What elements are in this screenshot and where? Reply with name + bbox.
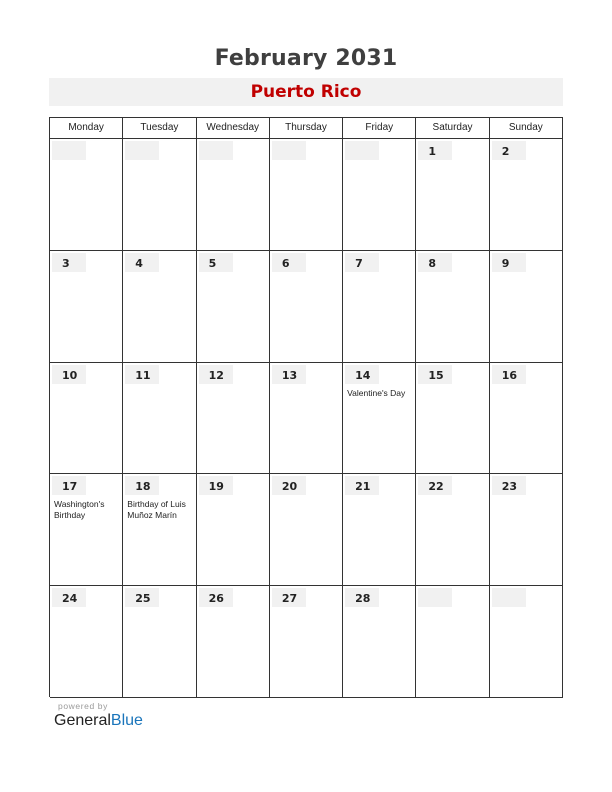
- day-number: 19: [208, 480, 224, 494]
- day-number-box: [492, 141, 526, 160]
- day-number-box: [492, 588, 526, 607]
- day-cell[interactable]: [123, 251, 196, 363]
- weekday-header-row: [50, 118, 563, 139]
- weekday-header: Monday: [50, 118, 123, 139]
- weekday-header: Friday: [343, 118, 416, 139]
- day-number-box: [345, 253, 379, 272]
- brand-general: General: [54, 712, 111, 729]
- brand-blue: Blue: [110, 712, 143, 729]
- day-number-box: [125, 141, 159, 160]
- day-number-box: [492, 476, 526, 495]
- day-cell[interactable]: [197, 586, 270, 698]
- day-cell[interactable]: [197, 139, 270, 251]
- day-number-box: [52, 588, 86, 607]
- day-cell[interactable]: [50, 586, 123, 698]
- day-cell[interactable]: [343, 363, 416, 475]
- day-number-box: [52, 476, 86, 495]
- day-cell[interactable]: [416, 363, 489, 475]
- day-number: 9: [501, 256, 510, 270]
- day-cell[interactable]: [416, 586, 489, 698]
- week-row: [50, 363, 563, 475]
- day-cell[interactable]: [197, 363, 270, 475]
- day-number: 4: [135, 256, 143, 270]
- day-number-box: [272, 141, 306, 160]
- day-number: 22: [428, 480, 444, 494]
- weekday-header: Wednesday: [197, 118, 270, 139]
- day-cell[interactable]: [490, 139, 563, 251]
- day-number-box: [492, 365, 526, 384]
- day-cell[interactable]: [270, 363, 343, 475]
- day-number: 6: [281, 256, 290, 270]
- weekday-header: Saturday: [416, 118, 489, 139]
- region-name: Puerto Rico: [250, 82, 362, 102]
- day-cell[interactable]: [123, 363, 196, 475]
- day-number-box: [199, 476, 233, 495]
- day-cell[interactable]: [416, 474, 489, 586]
- day-number: 20: [281, 480, 298, 494]
- day-cell[interactable]: [270, 474, 343, 586]
- day-cell[interactable]: [197, 251, 270, 363]
- day-number: 14: [355, 368, 371, 382]
- day-number: 10: [62, 368, 78, 382]
- day-number: 3: [62, 256, 70, 270]
- day-number: 5: [208, 256, 217, 270]
- day-number: 28: [355, 592, 371, 606]
- holiday-label: Birthday of Luis Muñoz Marín: [127, 499, 186, 521]
- day-cell[interactable]: [123, 474, 196, 586]
- day-number: 26: [208, 592, 224, 606]
- day-number: 18: [135, 480, 151, 494]
- day-number-box: [272, 253, 306, 272]
- day-number: 27: [281, 592, 298, 606]
- day-number: 15: [428, 368, 444, 382]
- day-number-box: [272, 588, 306, 607]
- day-cell[interactable]: [270, 139, 343, 251]
- day-number-box: [418, 141, 452, 160]
- day-number: 16: [501, 368, 517, 382]
- day-number-box: [199, 253, 233, 272]
- weekday-header: Tuesday: [123, 118, 196, 139]
- day-cell[interactable]: [50, 474, 123, 586]
- day-cell[interactable]: [50, 363, 123, 475]
- generalblue-logo[interactable]: [54, 712, 143, 730]
- calendar-grid: [49, 117, 563, 697]
- page-title: February 2031: [214, 46, 398, 71]
- day-number-box: [125, 253, 159, 272]
- day-number: 23: [501, 480, 517, 494]
- day-number-box: [125, 365, 159, 384]
- day-number-box: [52, 141, 86, 160]
- day-number-box: [345, 588, 379, 607]
- day-cell[interactable]: [490, 474, 563, 586]
- holiday-label: Washington's Birthday: [54, 499, 105, 521]
- day-cell[interactable]: [416, 251, 489, 363]
- day-cell[interactable]: [123, 139, 196, 251]
- day-number-box: [345, 365, 379, 384]
- day-number-box: [272, 365, 306, 384]
- day-cell[interactable]: [270, 586, 343, 698]
- day-number: 25: [135, 592, 151, 606]
- day-number: 21: [355, 480, 371, 494]
- day-number: 11: [135, 368, 151, 382]
- day-number: 13: [281, 368, 298, 382]
- day-number-box: [52, 253, 86, 272]
- weekday-header: Thursday: [270, 118, 343, 139]
- day-number: 8: [428, 256, 437, 270]
- day-cell[interactable]: [343, 474, 416, 586]
- day-cell[interactable]: [50, 251, 123, 363]
- holiday-label: Valentine's Day: [347, 387, 406, 398]
- day-number-box: [199, 588, 233, 607]
- day-cell[interactable]: [343, 251, 416, 363]
- day-number-box: [52, 365, 86, 384]
- day-number-box: [418, 365, 452, 384]
- day-number: 17: [62, 480, 78, 494]
- day-number-box: [418, 253, 452, 272]
- day-cell[interactable]: [343, 586, 416, 698]
- day-cell[interactable]: [123, 586, 196, 698]
- day-cell[interactable]: [50, 139, 123, 251]
- weekday-header: Sunday: [490, 118, 563, 139]
- day-number: 24: [62, 592, 78, 606]
- day-number-box: [272, 476, 306, 495]
- day-cell[interactable]: [416, 139, 489, 251]
- day-number-box: [199, 365, 233, 384]
- day-number: 2: [501, 145, 510, 158]
- weeks-container: [50, 139, 563, 698]
- day-cell[interactable]: [490, 586, 563, 698]
- week-row: [50, 139, 563, 251]
- week-row: [50, 474, 563, 586]
- region-banner: [49, 78, 563, 106]
- day-number-box: [492, 253, 526, 272]
- week-row: [50, 251, 563, 363]
- day-number-box: [345, 476, 379, 495]
- powered-by-label: powered by: [58, 701, 108, 711]
- day-number-box: [125, 588, 159, 607]
- day-cell[interactable]: [197, 474, 270, 586]
- day-number: 12: [208, 368, 224, 382]
- day-cell[interactable]: [490, 363, 563, 475]
- day-number-box: [125, 476, 159, 495]
- day-number: 7: [355, 256, 363, 270]
- day-cell[interactable]: [270, 251, 343, 363]
- day-number-box: [345, 141, 379, 160]
- day-cell[interactable]: [490, 251, 563, 363]
- day-number: 1: [428, 145, 437, 158]
- day-number-box: [199, 141, 233, 160]
- day-number-box: [418, 476, 452, 495]
- day-number-box: [418, 588, 452, 607]
- day-cell[interactable]: [343, 139, 416, 251]
- week-row: [50, 586, 563, 698]
